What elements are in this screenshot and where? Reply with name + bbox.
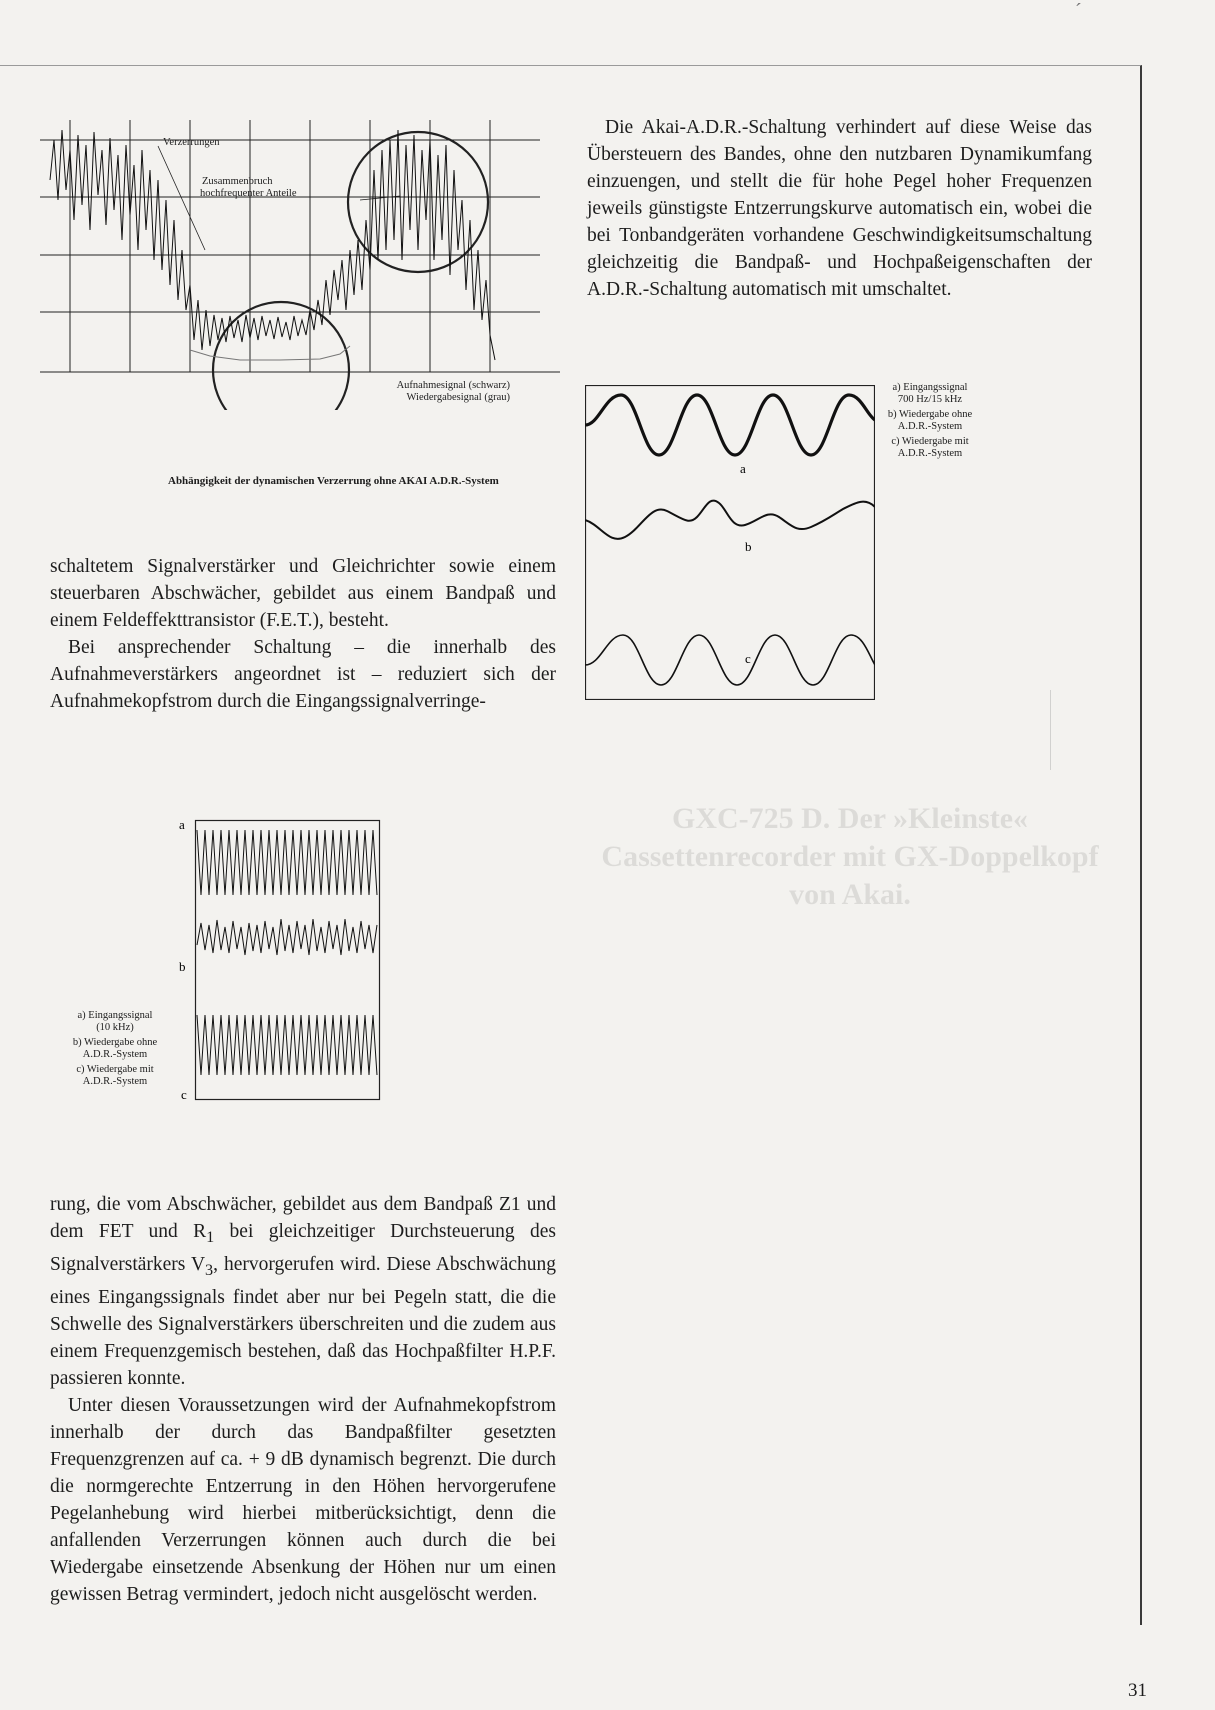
legend-item: c) Wiedergabe mit A.D.R.-System [76,1064,154,1087]
trace-label-c: c [745,651,751,666]
trace-b [585,501,875,539]
figure3-legend [60,1010,170,1091]
trace-label-b: b [745,539,752,554]
trace-b [197,919,377,955]
bottom-para1: rung, die vom Abschwächer, gebildet aus dem Bandpaß Z1 und dem FET und $R_1$ bei gleichzeitiger Durchsteuerung des Signalverstärkers $V_3$, hervorgerufen wird. Diese Abschwächung eines Eingangssignals findet aber nur bei Pegeln statt, die die Schwelle des Signalverstärkers überschreiten und die zudem aus einem Frequenzgemisch bestehen, daß das Hochpaßfilter H.P.F. passieren konnte. [50,1194,557,1389]
label-collapse-line1: Zusammenbruch [202,176,273,187]
middle-left-para2: Bei ansprechender Schaltung – die innerhalb des Aufnahmeverstärkers angeordnet ist – reduziert sich der Aufnahmekopfstrom durch die Eingangssignalverringe- [50,637,556,712]
top-right-text: Die Akai-A.D.R.-Schaltung verhindert auf diese Weise das Übersteuern des Bandes, ohne den nutzbaren Dynamikumfang einzuengen, und stellt die für hohe Pegel hoher Frequenzen jeweils günstigste Entzerrungskurve automatisch ein, wobei die bei Tonbandgeräten vorhandene Geschwindigkeitsumschaltung gleichzeitig die Bandpaß- und Hochpaßeigenschaften der A.D.R.-Schaltung automatisch mit umschaltet. [587,117,1092,300]
middle-left-para1: schaltetem Signalverstärker und Gleichrichter sowie einem steuerbaren Abschwächer, gebildet aus einem Bandpaß und einem Feldeffekttransistor (F.E.T.), besteht. [50,556,556,631]
page-number: 31 [1128,1680,1147,1701]
top-right-paragraph [587,114,1092,303]
legend-item: a) Eingangssignal (10 kHz) [77,1010,153,1033]
trace-label-a: a [740,461,746,476]
ghost-side-box [1050,690,1131,770]
waveform-figure-10khz [175,815,385,1105]
trace-c [197,1015,377,1075]
trace-a [197,830,377,895]
label-record-signal: Aufnahmesignal (schwarz) [396,380,510,391]
record-signal-trace [50,130,495,360]
bottom-left-text [50,1191,556,1608]
ghost-bleed-through [560,700,1140,1600]
figure2-legend [880,382,980,463]
legend-item: c) Wiedergabe mit A.D.R.-System [891,436,969,459]
trace-label-c: c [181,1087,187,1102]
high-frequency-circle [348,132,488,272]
trace-a [585,395,875,455]
trace-label-a: a [179,817,185,832]
distortion-figure [40,110,560,410]
label-distortion: Verzerrungen [163,137,220,148]
low-frequency-circle [213,302,349,410]
trace-label-b: b [179,959,186,974]
ghost-heading: GXC-725 D. Der »Kleinste« Cassettenrecorder mit GX-Doppelkopf von Akai. [601,802,1099,911]
waveform-figure-700hz [585,385,875,700]
pencil-mark-icon: ˊ [1075,0,1082,22]
middle-left-text [50,553,556,715]
figure1-caption: Abhängigkeit der dynamischen Verzerrung ohne AKAI A.D.R.-System [168,475,499,487]
label-playback-signal: Wiedergabesignal (grau) [406,392,510,403]
legend-item: a) Eingangssignal 700 Hz/15 kHz [892,382,968,405]
bottom-para2: Unter diesen Voraussetzungen wird der Aufnahmekopfstrom innerhalb der durch das Bandpaßfilter gesetzten Frequenzgrenzen auf ca. + 9 dB dynamisch begrenzt. Die durch die normgerechte Entzerrung in den Höhen hervorgerufene Pegelanhebung wird hierbei mitberücksichtigt, denn die anfallenden Verzerrungen können auch durch die bei Wiedergabe einsetzende Absenkung der Höhen nur um einen gewissen Betrag vermindert, jedoch nicht ausgelöscht werden. [50,1394,556,1605]
legend-item: b) Wiedergabe ohne A.D.R.-System [72,1037,158,1060]
legend-item: b) Wiedergabe ohne A.D.R.-System [887,409,973,432]
trace-c [585,635,875,685]
label-collapse-line2: hochfrequenter Anteile [200,188,297,199]
